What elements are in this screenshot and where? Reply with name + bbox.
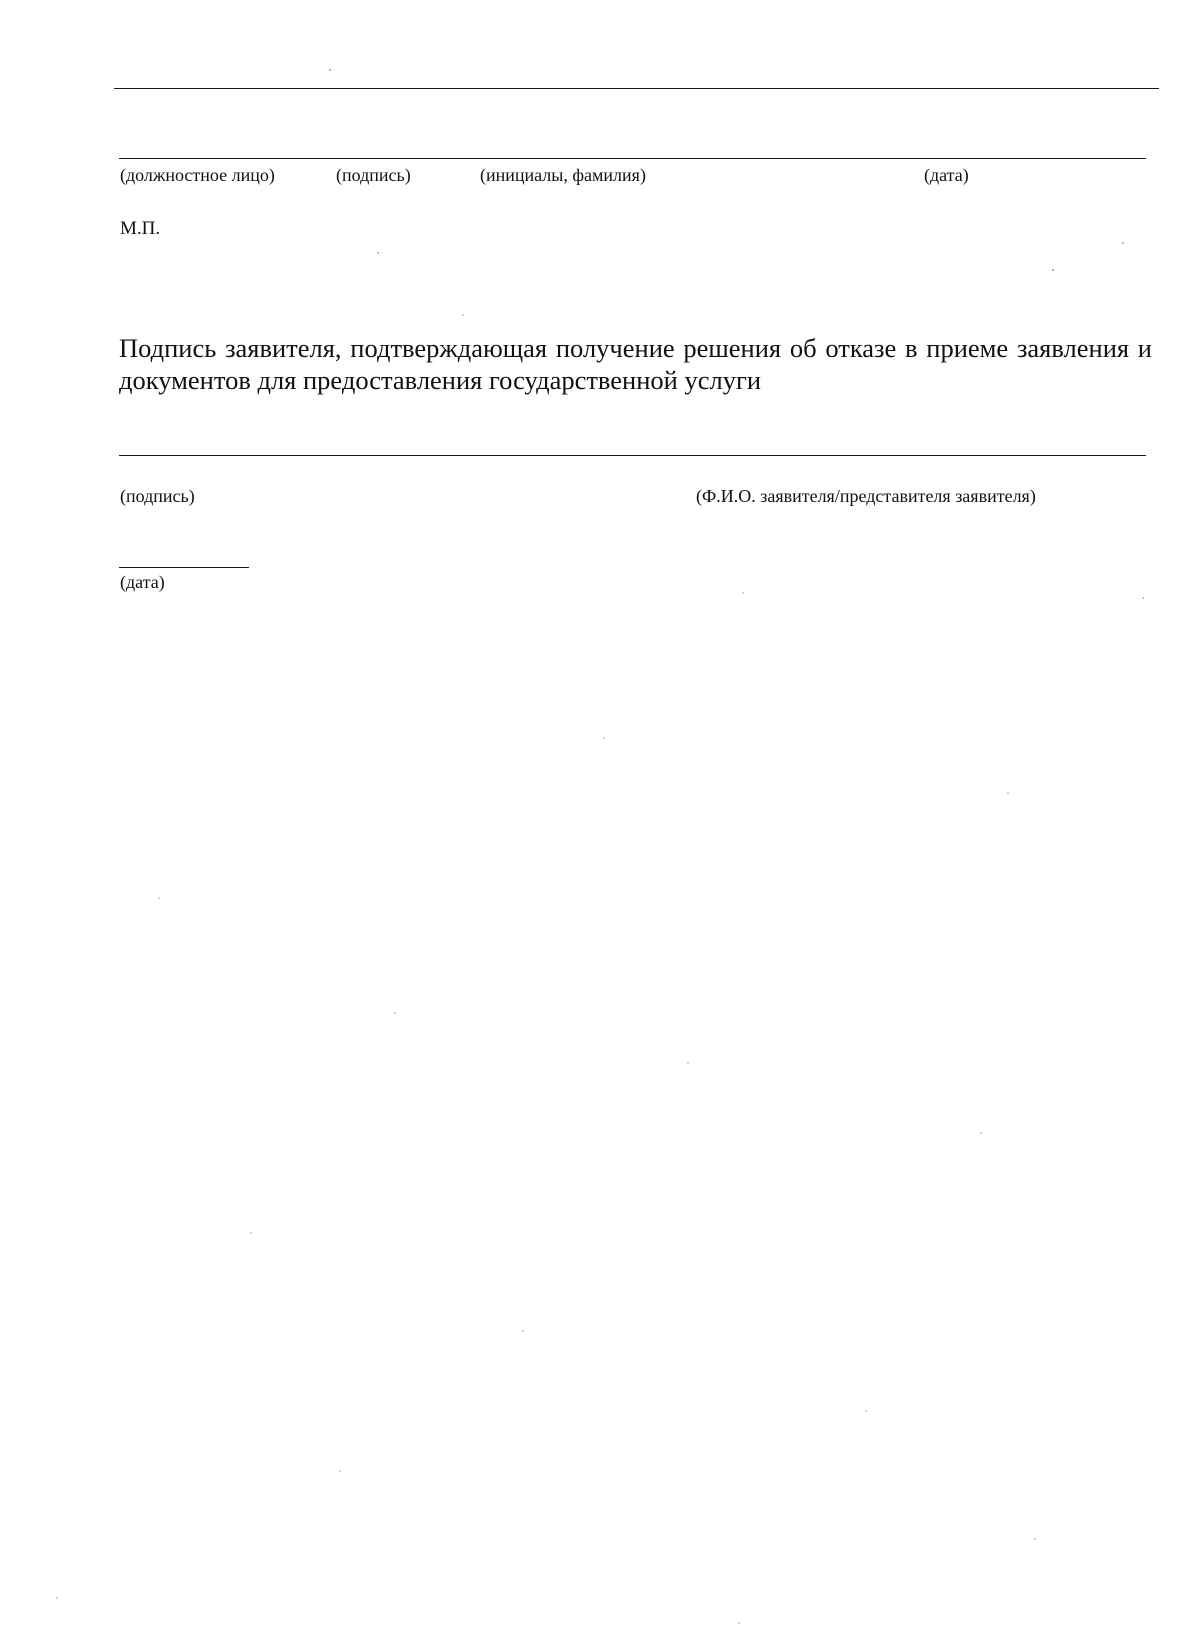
official-signature-line [119,158,1146,159]
stamp-place-mark: М.П. [120,218,161,239]
applicant-date-line [119,567,249,568]
official-label: (должностное лицо) [120,165,275,185]
official-date-label: (дата) [924,165,969,185]
applicant-signature-line [119,455,1146,456]
official-initials-label: (инициалы, фамилия) [480,165,646,185]
top-blank-line [114,88,1159,89]
applicant-signature-label: (подпись) [120,486,195,506]
official-signature-label: (подпись) [336,165,411,185]
applicant-name-label: (Ф.И.О. заявителя/представителя заявителя) [696,486,1036,506]
applicant-date-label: (дата) [120,572,165,592]
applicant-statement: Подпись заявителя, подтверждающая получение решения об отказе в приеме заявления и документов для предоставления государственной услуги [119,333,1152,395]
